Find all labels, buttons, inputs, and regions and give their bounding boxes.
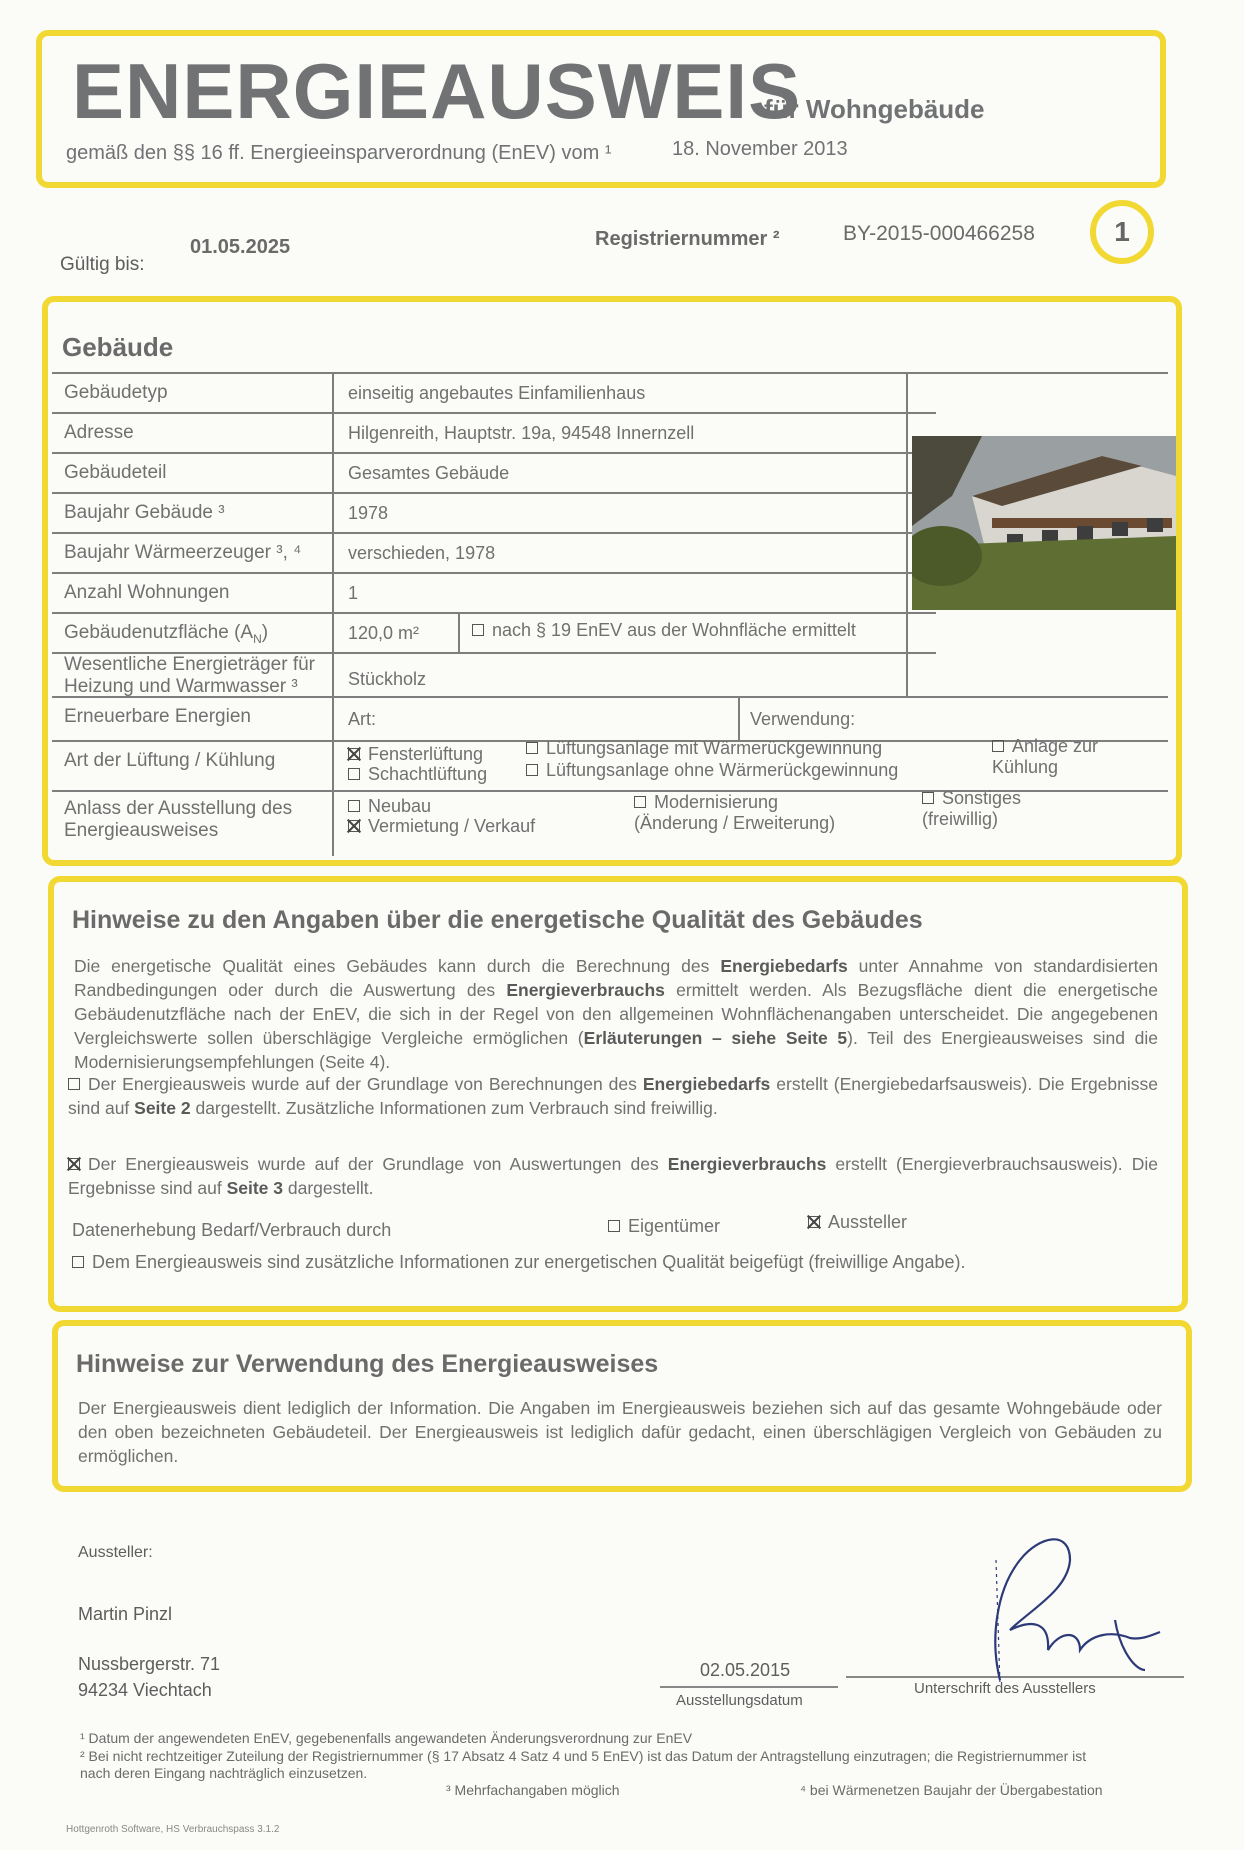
reason-option-rent-sale[interactable]: Vermietung / Verkauf [348,816,535,837]
field-value-renewable-type: Art: [348,709,377,729]
footnote-4: ⁴ bei Wärmenetzen Baujahr der Übergabestation [800,1782,1103,1798]
field-label-building-part: Gebäudeteil [64,462,167,483]
document-title: ENERGIEAUSWEIS [72,47,802,135]
ventilation-option-shaft[interactable]: Schachtlüftung [348,764,487,785]
field-value-heater-year: verschieden, 1978 [348,543,496,563]
valid-until-label: Gültig bis: [60,254,145,275]
reason-option-other[interactable]: Sonstiges (freiwillig) [922,788,1022,829]
signature-icon [930,1520,1180,1695]
ventilation-option-cooling[interactable]: Anlage zur Kühlung [992,736,1099,777]
usage-hints-section [52,1320,1192,1492]
footnote-3: ³ Mehrfachangaben möglich [446,1782,620,1798]
ventilation-option-with-recovery[interactable]: Lüftungsanlage mit Wärmerückgewinnung [526,738,882,759]
field-value-year-built: 1978 [348,503,389,523]
usage-hints-text: Der Energieausweis dient lediglich der Information. Die Angaben im Energieausweis beziehen sich auf das gesamte Wohngebäude oder den oben bezeichneten Gebäudeteil. Der Energieausweis ist lediglich dafür gedacht, einen überschlägigen Vergleich von Gebäuden zu ermöglichen. [78,1398,1162,1466]
reason-option-new-build[interactable]: Neubau [348,796,431,817]
data-owner-option[interactable]: Eigentümer [608,1216,720,1237]
area-method-option[interactable]: nach § 19 EnEV aus der Wohnfläche ermittelt [472,620,856,641]
ventilation-option-window[interactable]: Fensterlüftung [348,744,483,765]
quality-hints-section [48,876,1188,1312]
checkbox-icon [922,792,934,804]
page-number-badge: 1 [1090,200,1154,264]
data-collection-label: Datenerhebung Bedarf/Verbrauch durch [72,1220,392,1240]
checkbox-checked-icon [348,748,360,760]
footnote-2: ² Bei nicht rechtzeitiger Zuteilung der Registriernummer (§ 17 Absatz 4 Satz 4 und 5 EnEV) ist das Datum der Antragstellung einzutragen; die Registriernummer ist nach deren Eingang nachträglich einzusetzen. [80,1748,1087,1781]
checkbox-icon [348,768,360,780]
quality-hints-paragraph: Die energetische Qualität eines Gebäudes kann durch die Berechnung des Energiebedarfs unter Annahme von standardisierten Randbedingungen oder durch die Auswertung des Energieverbrauchs ermittelt werden. Als Bezugsfläche dient die energetische Gebäudenutzfläche nach der EnEV, die sich in der Regel von den allgemeinen Wohnflächenangaben unterscheidet. Die angegebenen Vergleichswerte sollen überschlägige Vergleiche ermöglichen (Erläuterungen – siehe Seite 5). Teil des Energieausweises sind die Modernisierungsempfehlungen (Seite 4). [74,956,1158,1072]
renewable-use-label: Verwendung: [750,709,856,729]
checkbox-icon [68,1078,80,1090]
issuer-city: 94234 Viechtach [78,1680,212,1700]
legal-basis: gemäß den §§ 16 ff. Energieeinsparverordnung (EnEV) vom ¹ [66,142,612,164]
registration-label: Registriernummer ² [595,228,780,250]
field-label-year-built: Baujahr Gebäude ³ [64,502,225,523]
ventilation-option-without-recovery[interactable]: Lüftungsanlage ohne Wärmerückgewinnung [526,760,898,781]
registration-number: BY-2015-000466258 [843,222,1035,245]
quality-hints-title: Hinweise zu den Angaben über die energetische Qualität des Gebäudes [72,906,923,934]
legal-basis-date: 18. November 2013 [672,138,848,160]
field-label-energy-carrier: Wesentliche Energieträger für Heizung und Warmwasser ³ [64,654,315,697]
demand-based-option[interactable]: Der Energieausweis wurde auf der Grundlage von Berechnungen des Energiebedarfs erstellt (Energiebedarfsausweis). Die Ergebnisse sind auf Seite 2 dargestellt. Zusätzliche Informationen zum Verbrauch sind freiwillig. [68,1074,1158,1118]
field-value-dwellings: 1 [348,583,359,603]
checkbox-icon [634,796,646,808]
checkbox-icon [608,1220,620,1232]
issuer-label: Aussteller: [78,1544,153,1561]
issue-date: 02.05.2015 [700,1660,791,1680]
building-photo-graphic [912,436,1176,610]
issuer-street: Nussbergerstr. 71 [78,1654,221,1674]
consumption-based-option[interactable]: Der Energieausweis wurde auf der Grundlage von Auswertungen des Energieverbrauchs erstellt (Energieverbrauchsausweis). Die Ergebnisse sind auf Seite 3 dargestellt. [68,1154,1158,1198]
building-section [42,296,1182,866]
data-issuer-option[interactable]: Aussteller [808,1212,907,1233]
field-value-usable-area: 120,0 m² [348,623,420,643]
issue-date-line [660,1686,838,1688]
checkbox-checked-icon [348,820,360,832]
field-value-building-part: Gesamtes Gebäude [348,463,510,483]
building-section-title: Gebäude [62,332,174,362]
footnote-1: ¹ Datum der angewendeten EnEV, gegebenenfalls angewandeten Änderungsverordnung zur EnEV [80,1730,693,1746]
field-label-ventilation: Art der Lüftung / Kühlung [64,750,276,771]
checkbox-icon [72,1256,84,1268]
software-credit: Hottgenroth Software, HS Verbrauchspass 3.1.2 [66,1824,280,1835]
field-label-address: Adresse [64,422,134,443]
field-value-building-type: einseitig angebautes Einfamilienhaus [348,383,646,403]
checkbox-icon [348,800,360,812]
issue-date-label: Ausstellungsdatum [676,1692,803,1709]
document-subtitle: für Wohngebäude [764,94,985,124]
field-label-dwellings: Anzahl Wohnungen [64,582,230,603]
field-value-address: Hilgenreith, Hauptstr. 19a, 94548 Innernzell [348,423,695,443]
field-value-energy-carrier: Stückholz [348,669,427,689]
checkbox-checked-icon [808,1216,820,1228]
checkbox-icon [526,764,538,776]
field-label-building-type: Gebäudetyp [64,382,168,403]
checkbox-icon [992,740,1004,752]
issuer-name: Martin Pinzl [78,1604,173,1624]
usage-hints-title: Hinweise zur Verwendung des Energieausweises [76,1350,659,1378]
checkbox-checked-icon [68,1158,80,1170]
reason-option-modernisation[interactable]: Modernisierung (Änderung / Erweiterung) [634,792,836,833]
field-label-issue-reason: Anlass der Ausstellung des Energieausweises [64,798,293,841]
signature-label: Unterschrift des Ausstellers [914,1680,1096,1697]
header-box [36,30,1166,188]
field-label-usable-area: Gebäudenutzfläche $(A_N)$ [64,622,269,646]
checkbox-icon [526,742,538,754]
valid-until-value: 01.05.2025 [190,236,291,258]
building-photo [912,436,1176,610]
checkbox-icon [472,624,484,636]
extra-info-option[interactable]: Dem Energieausweis sind zusätzliche Informationen zur energetischen Qualität beigefügt (freiwillige Angabe). [72,1252,965,1273]
field-label-renewables: Erneuerbare Energien [64,706,251,727]
field-label-heater-year: Baujahr Wärmeerzeuger ³, ⁴ [64,542,302,563]
